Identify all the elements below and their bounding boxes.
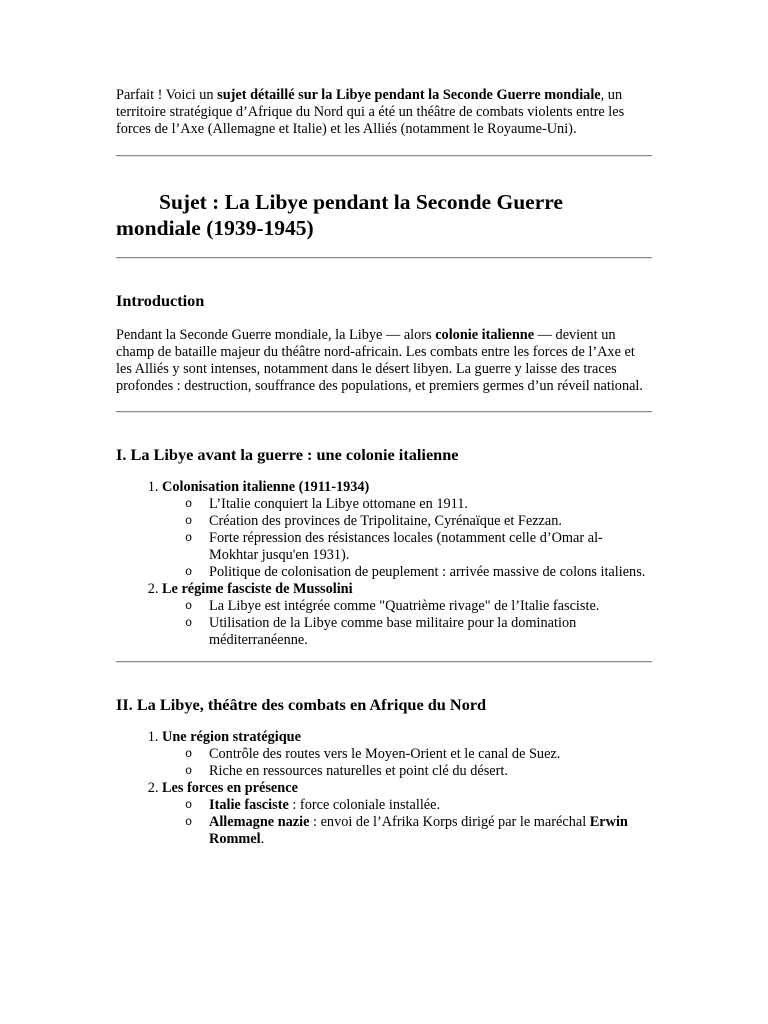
sub-list — [162, 496, 652, 581]
section-1-list — [116, 479, 652, 649]
list-item: o Utilisation de la Libye comme base militaire pour la domination méditerranéenne. — [185, 615, 577, 648]
section-1-heading: I. La Libye avant la guerre : une colonie italienne — [116, 445, 459, 464]
divider-2 — [116, 257, 652, 259]
divider-4 — [116, 661, 652, 663]
list-item: 2. Le régime fasciste de Mussolini o La Libye est intégrée comme "Quatrième rivage" de l’Italie fasciste. o Utilisation de la Libye comme base militaire pour la domination méditerranéenne. — [162, 581, 652, 649]
sub-list — [162, 598, 652, 649]
list-item: 1. Colonisation italienne (1911-1934) o L’Italie conquiert la Libye ottomane en 1911. o Création des provinces de Tripolitaine, Cyrénaïque et Fezzan. o Forte répression des résistances locales (notamment celle d’Omar al-Mokhtar jusqu'en 1931). o Politique de colonisation de peuplement : arrivée massive de colons italiens. — [162, 479, 652, 581]
section-2-list — [116, 729, 652, 848]
page-title: Sujet : La Libye pendant la Seconde Guerre mondiale (1939-1945) — [116, 190, 563, 240]
document-page — [116, 87, 652, 848]
list-item: o Riche en ressources naturelles et point clé du désert. — [185, 763, 508, 779]
divider-3 — [116, 411, 652, 413]
list-item: 1. Une région stratégique o Contrôle des routes vers le Moyen-Orient et le canal de Suez. o Riche en ressources naturelles et point clé du désert. — [162, 729, 652, 780]
list-item: o Politique de colonisation de peuplement : arrivée massive de colons italiens. — [185, 564, 646, 580]
list-item: 2. Les forces en présence o Italie fasciste : force coloniale installée. o Allemagne nazie : envoi de l’Afrika Korps dirigé par le maréchal Erwin Rommel. — [162, 780, 652, 848]
sub-list — [162, 797, 652, 848]
intro-paragraph: Parfait ! Voici un sujet détaillé sur la Libye pendant la Seconde Guerre mondiale, un territoire stratégique d’Afrique du Nord qui a été un théâtre de combats violents entre les forces de l’Axe (Allemagne et Italie) et les Alliés (notamment le Royaume-Uni). — [116, 87, 625, 137]
list-item: o L’Italie conquiert la Libye ottomane en 1911. — [185, 496, 468, 512]
divider-1 — [116, 155, 652, 157]
list-item: o La Libye est intégrée comme "Quatrième rivage" de l’Italie fasciste. — [185, 598, 600, 614]
list-item: o Allemagne nazie : envoi de l’Afrika Korps dirigé par le maréchal Erwin Rommel. — [185, 814, 628, 847]
list-item: o Forte répression des résistances locales (notamment celle d’Omar al-Mokhtar jusqu'en 1931). — [185, 530, 603, 563]
list-item: o Création des provinces de Tripolitaine, Cyrénaïque et Fezzan. — [185, 513, 562, 529]
section-2-heading: II. La Libye, théâtre des combats en Afrique du Nord — [116, 695, 487, 714]
intro-bold: sujet détaillé sur la Libye pendant la Seconde Guerre mondiale — [217, 87, 601, 103]
list-item: o Italie fasciste : force coloniale installée. — [185, 797, 441, 813]
sub-list — [162, 746, 652, 780]
introduction-heading: Introduction — [116, 291, 205, 310]
introduction-paragraph: Pendant la Seconde Guerre mondiale, la Libye — alors colonie italienne — devient un champ de bataille majeur du théâtre nord-africain. Les combats entre les forces de l’Axe et les Alliés y sont intenses, notamment dans le désert libyen. La guerre y laisse des traces profondes : destruction, souffrance des populations, et premiers germes d’un réveil national. — [116, 327, 643, 394]
list-item: o Contrôle des routes vers le Moyen-Orient et le canal de Suez. — [185, 746, 561, 762]
